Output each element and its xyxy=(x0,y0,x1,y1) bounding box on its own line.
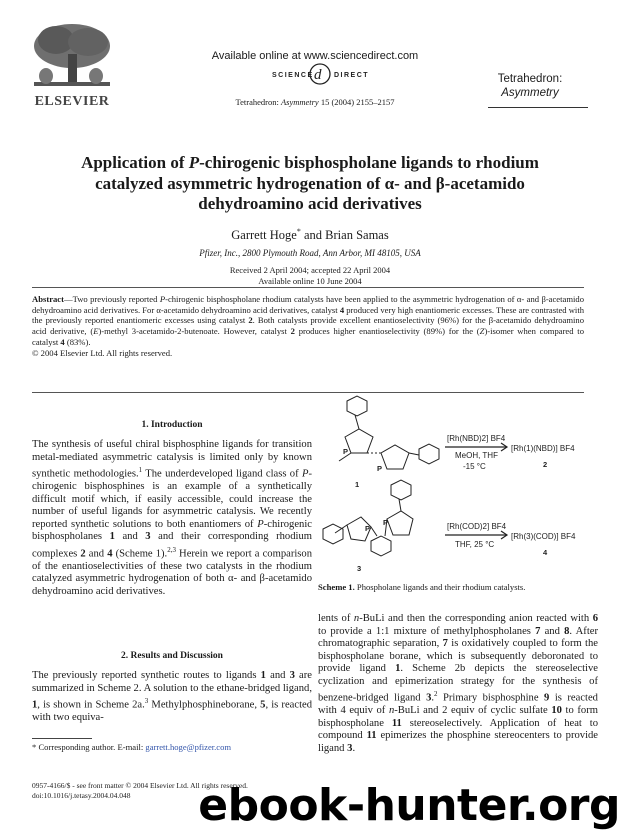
copyright: © 2004 Elsevier Ltd. All rights reserved. xyxy=(32,347,173,358)
results-paragraph: The previously reported synthetic routes to ligands 1 and 3 are summarized in Scheme 2. A solution to the ethane-bridged ligand, 1, is shown in Scheme 2a.$^3$ Methylphosphineborane, 5, is reacted with two equiva- xyxy=(32,670,313,724)
phospholane-ring-3b xyxy=(387,511,413,535)
journal-name: Tetrahedron: Asymmetry xyxy=(497,73,563,99)
abstract-bottom-rule xyxy=(32,392,584,393)
benzene-ring-1b xyxy=(419,444,439,464)
publisher-name: ELSEVIER xyxy=(34,94,110,109)
intro-paragraph: The synthesis of useful chiral bisphosphine ligands for transition metal-mediated asymmetric catalysis is limited only by known synthetic methodologies.$^1$ The underdeveloped ligand class of P-chirogenic bisphosphines is an example of a synthetically difficult motif which, if easily accessible, could increase the number of useful ligands for asymmetric catalysis. We recently reported synthetic solutions to both enantiomers of P-chirogenic bisphospholanes 1 and 3 and their corresponding rhodium complexes 2 and 4 (Scheme 1).$^{2,3}$ Herein we report a comparison of the enantioselectivities of these two catalysts in the rhodium catalyzed asymmetric hydrogenation of both α- and β-acetamido dehydroamino acid derivatives. xyxy=(32,439,313,597)
citation: Tetrahedron: Asymmetry 15 (2004) 2155–2157 xyxy=(235,97,395,107)
right-column-paragraph: lents of n-BuLi and then the corresponding anion reacted with 6 to provide a 1:1 mixture of methylphospholanes 7 and 8. After chromatographic separation, 7 is oxidatively coupled to form the bisphospholane borane, which is subsequently deboronated to provide ligand 1. Scheme 2b depicts the stereoselective cyclization and epimerization strategy for the synthesis of benzene-bridged ligand 3.$^2$ Primary bisphosphine 9 is reacted with 4 equiv of n-BuLi and 2 equiv of cyclic sulfate 10 to form bisphospholane 11 stereoselectively. Application of heat to compound 11 epimerizes the phosphine stereocenters to provide ligand 3. xyxy=(318,613,599,754)
results-heading: 2. Results and Discussion xyxy=(121,651,223,661)
conditions-2: THF, 25 °C xyxy=(455,540,495,549)
product-2-formula: [Rh(1)(NBD)] BF4 xyxy=(511,444,575,453)
benzene-ring-3a xyxy=(391,480,411,500)
phosphorus-atom-3a: P xyxy=(365,524,371,533)
scheme-1-diagram xyxy=(315,395,600,575)
available-online-text: Available online at www.sciencedirect.com xyxy=(211,50,419,62)
journal-divider xyxy=(488,107,588,108)
dates: Received 2 April 2004; accepted 22 April 2004 Available online 10 June 2004 xyxy=(229,265,391,286)
phosphorus-atom-3b: P xyxy=(383,518,389,527)
authors: Garrett Hoge* and Brian Samas xyxy=(231,227,389,243)
reagent-1: [Rh(NBD)2] BF4 xyxy=(447,434,506,443)
author-email-link[interactable]: garrett.hoge@pfizer.com xyxy=(145,742,232,752)
benzene-ring-3b xyxy=(323,524,343,544)
phosphorus-atom-1a: P xyxy=(343,447,349,456)
svg-text:d: d xyxy=(314,67,322,83)
phospholane-ring-1b xyxy=(381,445,409,469)
footnote: * Corresponding author. E-mail: garrett.hoge@pfizer.com xyxy=(32,742,232,752)
abstract-top-rule xyxy=(32,287,584,288)
doi-info: 0957-4166/$ - see front matter © 2004 Elsevier Ltd. All rights reserved. doi:10.1016/j.tetasy.2004.04.048 xyxy=(32,781,248,800)
compound-label-4: 4 xyxy=(543,548,548,557)
compound-label-3: 3 xyxy=(357,564,362,573)
temperature-1: -15 °C xyxy=(463,462,486,471)
scheme-caption: Scheme 1. Phospholane ligands and their rhodium catalysts. xyxy=(318,582,526,592)
sciencedirect-mark-icon xyxy=(220,62,420,86)
svg-text:SCIENCE: SCIENCE xyxy=(272,72,314,79)
phospholane-ring-1a xyxy=(345,429,373,453)
affiliation: Pfizer, Inc., 2800 Plymouth Road, Ann Arbor, MI 48105, USA xyxy=(199,248,421,258)
intro-heading: 1. Introduction xyxy=(141,420,203,430)
reagent-2: [Rh(COD)2] BF4 xyxy=(447,522,507,531)
benzene-ring-1a xyxy=(347,396,367,416)
abstract: Abstract—Two previously reported P-chirogenic bisphospholane rhodium catalysts have been applied to the asymmetric hydrogenation of α- and β-acetamido dehydroamino acid derivatives. For α-acetamido dehydroamino acid derivatives, catalyst 4 produced very high enantiomeric excesses. These are contrasted with the previously reported enantiomeric excesses using catalyst 2. Both catalysts provide excellent enantioselectivity (96%) for the β-acetamido dehydroamino acid derivative, (E)-methyl 3-acetamido-2-butenoate. However, catalyst 2 produces higher enantioselectivity (89%) for the (Z)-isomer when compared to catalyst 4 (83%). © 2004 Elsevier Ltd. All rights reserved. xyxy=(32,294,585,358)
watermark: ebook-hunter.org xyxy=(198,780,620,831)
phosphorus-atom-1b: P xyxy=(377,464,383,473)
sciencedirect-logo xyxy=(220,62,420,86)
svg-text:DIRECT: DIRECT xyxy=(334,72,370,79)
solvent-1: MeOH, THF xyxy=(455,451,498,460)
product-4-formula: [Rh(3)(COD)] BF4 xyxy=(511,532,576,541)
compound-label-1: 1 xyxy=(355,480,360,489)
compound-label-2: 2 xyxy=(543,460,548,469)
elsevier-tree-logo xyxy=(26,20,118,94)
bridge-benzene-ring xyxy=(371,536,391,556)
footnote-rule xyxy=(32,738,92,739)
paper-title: Application of P-chirogenic bisphospholane ligands to rhodium catalyzed asymmetric hydrogenation of α- and β-acetamido dehydroamino acid derivatives xyxy=(81,153,539,213)
